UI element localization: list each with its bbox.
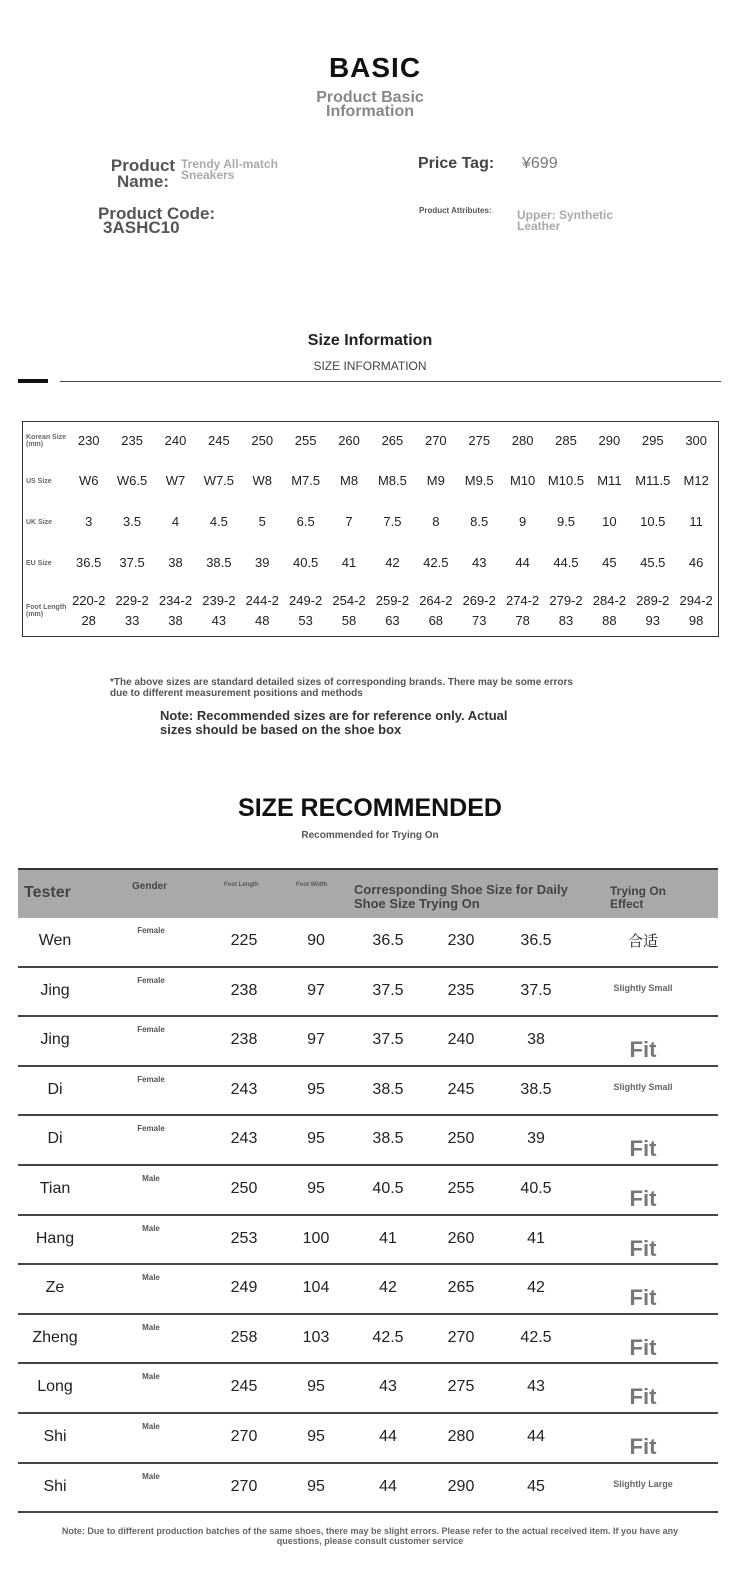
try-effect: Fit: [629, 1334, 657, 1360]
foot-width: 103: [302, 1328, 330, 1346]
foot-width: 95: [307, 1427, 325, 1445]
size-cell: 274-278: [505, 593, 540, 628]
size-cell: 264-268: [419, 593, 453, 628]
table-row: [18, 1364, 718, 1414]
size-cell: 9.5: [556, 514, 576, 529]
size-cell: 45.5: [640, 555, 666, 570]
try-size: 255: [447, 1179, 475, 1197]
size-cell: 42.5: [423, 555, 449, 570]
size-cell: M8.5: [377, 473, 407, 488]
foot-length: 238: [230, 981, 258, 999]
foot-width: 95: [307, 1080, 325, 1098]
recommended-size: 39: [527, 1130, 545, 1148]
try-size: 240: [447, 1031, 475, 1049]
size-cell: 265: [381, 433, 404, 448]
tester-gender: Female: [137, 1124, 165, 1134]
tester-gender: Male: [142, 1471, 160, 1481]
size-cell: 36.5: [76, 555, 102, 570]
foot-width: 95: [307, 1179, 325, 1197]
size-cell: M9: [426, 473, 445, 488]
foot-width: 95: [307, 1130, 325, 1148]
foot-width: 97: [307, 981, 325, 999]
tester-name: Jing: [40, 1031, 70, 1049]
size-row: [23, 462, 718, 500]
tester-gender: Female: [137, 1074, 165, 1084]
header-foot-width: Foot Width: [296, 882, 328, 888]
price-label: Price Tag:: [418, 155, 495, 172]
table-row: [18, 1315, 718, 1365]
table-row: [18, 1464, 718, 1514]
size-table: [22, 421, 719, 637]
size-cell: 220-228: [72, 593, 106, 628]
size-cell: 45: [602, 555, 617, 570]
size-cell: W8: [252, 473, 272, 488]
try-effect: Fit: [629, 1235, 657, 1261]
tester-gender: Male: [142, 1273, 160, 1283]
product-code-value: 3ASHC10: [103, 218, 180, 237]
foot-length: 249: [230, 1279, 258, 1297]
daily-size: 37.5: [372, 1031, 404, 1049]
size-cell: M12: [683, 473, 709, 488]
daily-size: 42: [379, 1279, 397, 1297]
size-row-label: Korean Size (mm): [26, 434, 67, 448]
size-cell: M9.5: [464, 473, 494, 488]
try-size: 265: [447, 1279, 475, 1297]
foot-width: 95: [307, 1477, 325, 1495]
size-cell: 280: [511, 433, 534, 448]
price-value: ¥699: [522, 155, 558, 172]
size-cell: 43: [471, 555, 487, 570]
size-cell: 270: [424, 433, 447, 448]
size-cell: M10: [509, 473, 536, 488]
tester-name: Di: [47, 1130, 63, 1148]
size-info-title: Size Information: [307, 332, 433, 349]
try-effect: 合适: [627, 933, 658, 950]
table-row: [18, 1067, 718, 1117]
divider-thin: [60, 381, 721, 382]
try-effect: Slightly Small: [613, 1081, 673, 1092]
daily-size: 44: [379, 1477, 397, 1495]
size-cell: 295: [641, 433, 664, 448]
table-row: [18, 1414, 718, 1464]
size-cell: W6: [78, 473, 99, 488]
daily-size: 41: [379, 1229, 397, 1247]
daily-size: 43: [379, 1378, 397, 1396]
tester-name: Tian: [39, 1179, 71, 1197]
header-corresponding: Corresponding Shoe Size for Daily Shoe Size Trying On: [354, 882, 568, 911]
size-cell: 259-263: [375, 593, 410, 628]
try-effect: Fit: [629, 1433, 657, 1459]
size-row: [23, 422, 718, 460]
recommended-size: 36.5: [520, 932, 552, 949]
size-cell: 260: [338, 433, 360, 448]
size-cell: 290: [598, 433, 621, 448]
recommended-size: 38: [527, 1031, 545, 1049]
try-effect: Fit: [629, 1037, 657, 1063]
size-cell: W7: [165, 473, 186, 488]
size-cell: 46: [688, 555, 704, 570]
recommended-size: 42: [527, 1279, 545, 1297]
try-size: 245: [447, 1080, 475, 1098]
page-title: BASIC: [328, 52, 422, 83]
size-note-small: *The above sizes are standard detailed sizes of corresponding brands. There may be some errors due to different measurement positions and methods: [110, 677, 573, 699]
foot-length: 243: [230, 1080, 258, 1098]
try-effect: Fit: [629, 1384, 657, 1410]
try-size: 290: [447, 1477, 475, 1495]
recommended-size: 43: [527, 1378, 545, 1396]
recommended-table-header: [18, 868, 718, 918]
daily-size: 38.5: [372, 1130, 404, 1148]
tester-name: Wen: [38, 932, 72, 949]
size-cell: 4.5: [209, 514, 228, 529]
size-row: [23, 502, 718, 542]
tester-name: Di: [47, 1080, 63, 1098]
size-row-label: US Size: [26, 477, 52, 485]
attributes-label: Product Attributes:: [419, 206, 492, 215]
attributes-value: Upper: Synthetic Leather: [517, 208, 614, 233]
table-row: [18, 1017, 718, 1067]
recommended-table: [18, 868, 718, 1513]
table-row: [18, 918, 718, 968]
size-cell: 235: [121, 433, 143, 448]
tester-name: Ze: [45, 1279, 65, 1297]
size-note-main: Note: Recommended sizes are for reference only. Actual sizes should be based on the shoe box: [160, 708, 508, 737]
size-cell: 285: [555, 433, 577, 448]
table-row: [18, 1265, 718, 1315]
size-cell: 39: [255, 555, 270, 570]
foot-width: 100: [302, 1229, 330, 1247]
foot-width: 95: [307, 1378, 325, 1396]
size-cell: 4: [171, 514, 180, 529]
try-size: 250: [447, 1130, 475, 1148]
size-cell: 254-258: [332, 593, 366, 628]
try-effect: Slightly Small: [613, 982, 673, 993]
table-row: [18, 968, 718, 1018]
header-effect: Trying On Effect: [610, 884, 667, 911]
try-size: 275: [447, 1378, 475, 1396]
size-cell: 249-253: [289, 593, 323, 628]
section-subtitle: Product Basic Information: [316, 89, 424, 120]
size-row: [23, 585, 718, 637]
try-effect: Fit: [629, 1136, 657, 1162]
try-size: 260: [447, 1229, 475, 1247]
size-cell: 44: [515, 555, 530, 570]
foot-length: 270: [230, 1427, 258, 1445]
size-cell: 38: [168, 555, 183, 570]
size-cell: 279-283: [549, 593, 583, 628]
size-row: [23, 543, 718, 583]
size-cell: 42: [385, 555, 400, 570]
tester-gender: Male: [142, 1322, 160, 1332]
recommended-size: 45: [527, 1477, 545, 1495]
daily-size: 37.5: [372, 981, 404, 999]
size-cell: 3.5: [123, 514, 142, 529]
size-cell: 3: [85, 514, 93, 529]
size-cell: M11.5: [635, 473, 671, 488]
daily-size: 36.5: [372, 932, 404, 949]
size-cell: 269-273: [462, 593, 496, 628]
size-cell: 6.5: [296, 514, 315, 529]
recommended-table-body: [18, 918, 718, 1513]
size-cell: M8: [340, 473, 359, 488]
recommended-size: 37.5: [520, 981, 552, 999]
size-cell: 250: [251, 433, 274, 448]
table-row: [18, 1166, 718, 1216]
size-cell: 240: [164, 433, 187, 448]
size-row-label: EU Size: [26, 559, 52, 567]
daily-size: 44: [379, 1427, 397, 1445]
size-cell: 41: [341, 555, 357, 570]
foot-length: 258: [230, 1328, 258, 1346]
bottom-note: Note: Due to different production batches of the same shoes, there may be slight errors. Please refer to the actual received item. If you have any questions, please consult customer service: [61, 1526, 679, 1546]
tester-name: Shi: [43, 1427, 67, 1445]
tester-name: Zheng: [32, 1328, 78, 1346]
daily-size: 38.5: [372, 1080, 404, 1098]
tester-gender: Male: [142, 1173, 160, 1183]
size-cell: M10.5: [547, 473, 585, 488]
product-code-label: Product Code:: [98, 204, 216, 223]
try-size: 230: [447, 932, 475, 949]
recommended-subtitle: Recommended for Trying On: [301, 830, 439, 841]
size-cell: 244-248: [245, 593, 279, 628]
try-effect: Fit: [629, 1185, 657, 1211]
header-foot-length: Foot Length: [224, 882, 259, 888]
recommended-size: 41: [527, 1229, 545, 1247]
foot-length: 253: [230, 1229, 258, 1247]
divider-bold: [18, 379, 48, 383]
tester-gender: Female: [137, 1025, 165, 1035]
size-cell: M11: [597, 473, 622, 488]
tester-name: Shi: [43, 1477, 67, 1495]
size-cell: 239-243: [202, 593, 236, 628]
size-cell: 9: [518, 514, 527, 529]
size-row-label: Foot Length (mm): [26, 604, 67, 618]
size-cell: 10.5: [640, 514, 666, 529]
foot-width: 104: [302, 1279, 330, 1297]
size-cell: 255: [294, 433, 317, 448]
size-cell: 7.5: [383, 514, 402, 529]
foot-length: 270: [230, 1477, 258, 1495]
table-row: [18, 1216, 718, 1266]
tester-gender: Female: [137, 926, 165, 935]
foot-length: 225: [230, 932, 258, 949]
size-cell: 284-288: [592, 593, 626, 628]
tester-gender: Female: [137, 975, 165, 985]
size-cell: 44.5: [553, 555, 579, 570]
recommended-size: 42.5: [520, 1328, 552, 1346]
daily-size: 40.5: [372, 1179, 404, 1197]
size-cell: 229-233: [115, 593, 149, 628]
size-cell: 289-293: [636, 593, 670, 628]
try-size: 270: [447, 1328, 475, 1346]
size-cell: 7: [345, 514, 353, 529]
size-cell: 5: [258, 514, 266, 529]
size-cell: 275: [468, 433, 491, 448]
size-cell: 230: [77, 433, 100, 448]
tester-gender: Male: [142, 1421, 160, 1431]
tester-gender: Male: [142, 1372, 160, 1382]
recommended-size: 38.5: [520, 1080, 552, 1098]
try-effect: Fit: [629, 1285, 657, 1311]
size-cell: 245: [208, 433, 230, 448]
recommended-size: 44: [527, 1427, 545, 1445]
product-name-label: Product Name:: [110, 156, 176, 191]
table-row: [18, 1116, 718, 1166]
size-cell: 38.5: [206, 555, 232, 570]
size-cell: 8: [432, 514, 440, 529]
size-cell: W7.5: [203, 473, 235, 488]
try-effect: Slightly Large: [613, 1478, 673, 1489]
try-size: 235: [447, 981, 475, 999]
foot-length: 245: [230, 1378, 258, 1396]
foot-width: 97: [307, 1031, 325, 1049]
product-name-value: Trendy All-match Sneakers: [181, 157, 278, 182]
foot-width: 90: [307, 932, 325, 949]
tester-name: Long: [37, 1378, 73, 1396]
size-cell: W6.5: [116, 473, 148, 488]
tester-gender: Male: [142, 1223, 160, 1233]
header-gender: Gender: [132, 881, 168, 892]
try-size: 280: [447, 1427, 475, 1445]
header-tester: Tester: [24, 884, 71, 901]
size-row-label: UK Size: [26, 518, 53, 526]
recommended-size: 40.5: [520, 1179, 552, 1197]
size-cell: 11: [689, 514, 703, 529]
size-cell: 294-298: [679, 593, 713, 628]
size-cell: M7.5: [291, 473, 321, 488]
size-cell: 8.5: [470, 514, 489, 529]
size-cell: 300: [685, 433, 708, 448]
foot-length: 243: [230, 1130, 258, 1148]
recommended-title: SIZE RECOMMENDED: [238, 794, 502, 822]
size-info-subtitle: SIZE INFORMATION: [313, 359, 427, 373]
size-cell: 40.5: [292, 555, 319, 570]
size-cell: 234-238: [158, 593, 193, 628]
foot-length: 238: [230, 1031, 258, 1049]
daily-size: 42.5: [372, 1328, 404, 1346]
size-cell: 10: [602, 514, 617, 529]
size-cell: 37.5: [119, 555, 145, 570]
tester-name: Hang: [35, 1229, 75, 1247]
tester-name: Jing: [40, 981, 70, 999]
foot-length: 250: [230, 1179, 258, 1197]
